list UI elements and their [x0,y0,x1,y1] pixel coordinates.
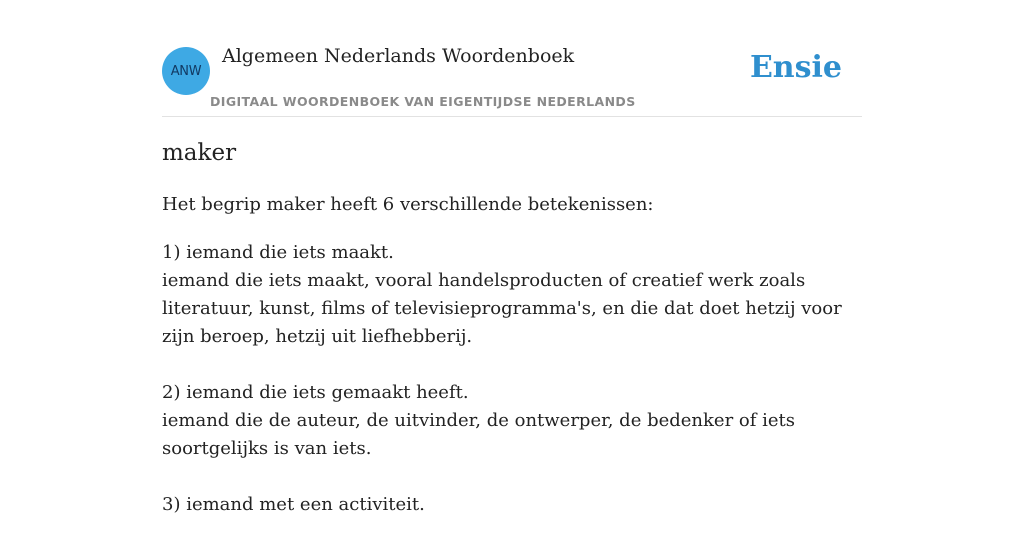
meaning-heading: 2) iemand die iets gemaakt heeft. [162,382,469,403]
meaning-definition: iemand die iets maakt, vooral handelsproducten of creatief werk zoals literatuur, kunst, films of televisieprogramma's, en die dat doet hetzij voor zijn beroep, hetzij uit liefhebberij. [162,270,842,347]
site-subtitle: DIGITAAL WOORDENBOEK VAN EIGENTIJDSE NEDERLANDS [210,94,636,109]
site-title[interactable]: Algemeen Nederlands Woordenboek [222,45,575,67]
entry-intro: Het begrip maker heeft 6 verschillende betekenissen: [162,194,654,215]
meaning-item [162,491,862,519]
meanings-list [162,239,862,547]
ensie-brand-link[interactable]: Ensie [749,50,842,85]
meaning-definition: iemand die de auteur, de uitvinder, de ontwerper, de bedenker of iets soortgelijks is van iets. [162,410,796,459]
meaning-item [162,379,862,463]
meaning-heading: 3) iemand met een activiteit. [162,494,425,515]
entry-word: maker [162,140,237,166]
anw-logo[interactable] [162,47,210,95]
meaning-item [162,239,862,351]
logo-text: ANW [170,63,202,79]
page-container [162,0,862,515]
site-header [162,0,862,117]
meaning-heading: 1) iemand die iets maakt. [162,242,394,263]
